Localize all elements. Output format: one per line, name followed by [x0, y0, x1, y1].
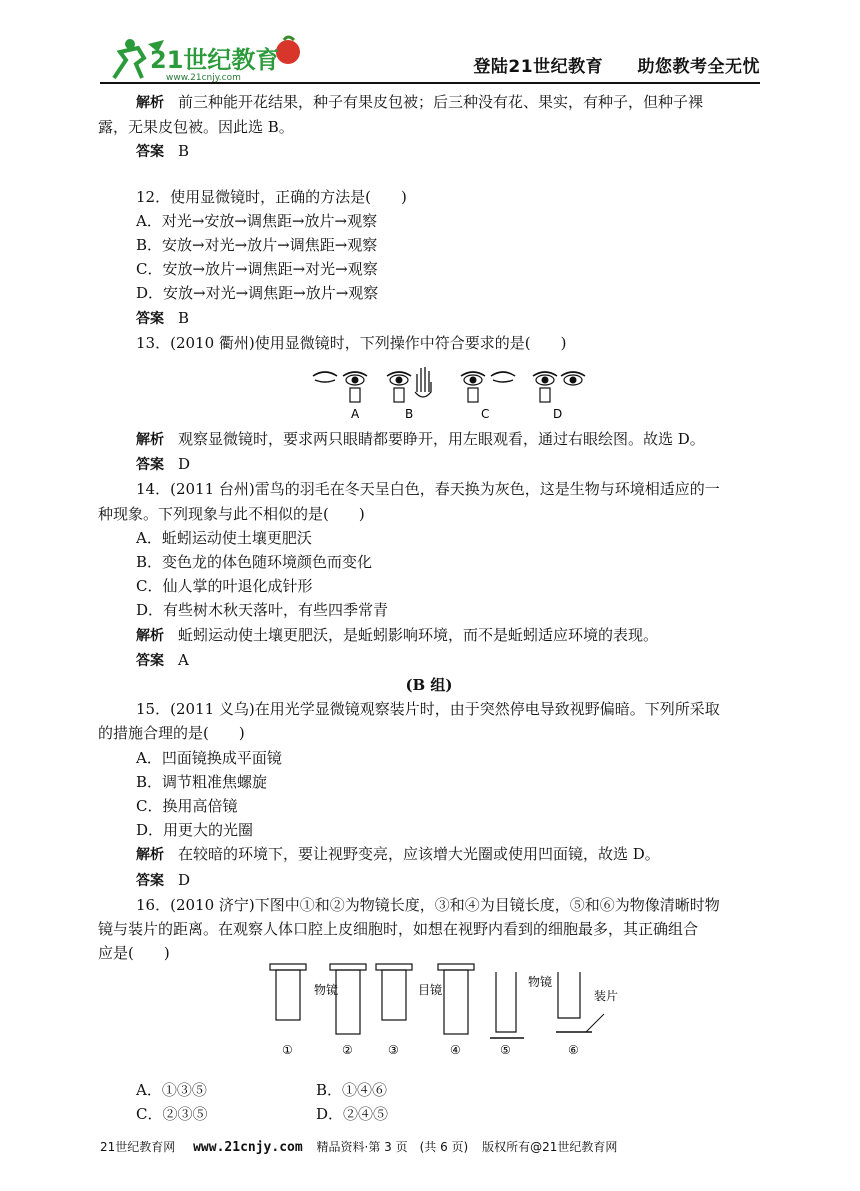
q16-option: D．②④⑤: [316, 1104, 389, 1123]
lens-2: [330, 964, 366, 1034]
lens-figure: [268, 962, 619, 1062]
logo-21cnjy: [108, 34, 308, 82]
q12-answer: 答案 B: [136, 308, 190, 327]
q15-stem-cont: 的措施合理的是( ): [98, 724, 245, 743]
fig-label-b: B: [405, 407, 414, 421]
figure-a: [313, 372, 367, 402]
q11-answer: 答案 B: [136, 142, 190, 161]
q16-option: A．①③⑤: [136, 1080, 207, 1099]
page-footer: [100, 1138, 760, 1155]
footer-url[interactable]: www.21cnjy.com: [193, 1140, 303, 1155]
q15-option: D．用更大的光圈: [136, 821, 254, 840]
q16-stem-cont: 应是( ): [98, 944, 170, 963]
q15-analysis: 解析 在较暗的环境下，要让视野变亮，应该增大光圈或使用凹面镜，故选 D。: [136, 845, 660, 864]
group-b-heading: (B 组): [405, 676, 453, 695]
q15-option: A．凹面镜换成平面镜: [136, 748, 282, 767]
q12-option: B．安放→对光→放片→调焦距→观察: [136, 236, 378, 255]
q13-analysis: 解析 观察显微镜时，要求两只眼睛都要睁开，用左眼观看，通过右眼绘图。故选 D。: [136, 430, 705, 449]
distance-5: [490, 972, 524, 1038]
q12-option: A．对光→安放→调焦距→放片→观察: [136, 211, 378, 230]
footer-copyright: 版权所有@21世纪教育网: [482, 1140, 618, 1154]
lens-3: [376, 964, 412, 1020]
q11-analysis-line: 解析 前三种能开花结果，种子有果皮包被；后三种没有花、果实，有种子，但种子裸: [136, 93, 704, 111]
q15-stem: 15．(2011 义乌)在用光学显微镜观察装片时，由于突然停电导致视野偏暗。下列所采取: [136, 700, 720, 719]
fig-num-4: ④: [450, 1043, 461, 1057]
q14-stem: 14．(2011 台州)雷鸟的羽毛在冬天呈白色，春天换为灰色，这是生物与环境相适应的一: [136, 480, 720, 499]
q15-answer: 答案 D: [136, 870, 191, 889]
figure-d: [533, 372, 585, 402]
fig-label-c: C: [481, 407, 490, 421]
q15-option: C．换用高倍镜: [136, 797, 238, 816]
analysis-label: 解析: [136, 95, 164, 111]
header-rule: [100, 82, 760, 84]
lens-1: [270, 964, 306, 1020]
q11-analysis-cont: 露，无果皮包被。因此选 B。: [98, 118, 294, 137]
q16-option: C．②③⑤: [136, 1104, 208, 1123]
logo-url: www.21cnjy.com: [166, 73, 241, 83]
fig-text-objective-2: 物镜: [528, 975, 553, 989]
logo-text: 21世纪教育: [150, 46, 280, 74]
lens-4: [438, 964, 474, 1034]
q12-option: C．安放→放片→调焦距→对光→观察: [136, 260, 378, 279]
q13-stem: 13．(2010 衢州)使用显微镜时，下列操作中符合要求的是( ): [136, 333, 567, 352]
slogan-left: 登陆21世纪教育: [473, 57, 604, 77]
slogan-right: 助您教考全无忧: [637, 57, 760, 77]
fig-num-2: ②: [342, 1043, 353, 1057]
fig-num-1: ①: [282, 1043, 293, 1057]
fig-text-slide: 装片: [594, 989, 619, 1003]
q14-analysis: 解析 蚯蚓运动使土壤更肥沃，是蚯蚓影响环境，而不是蚯蚓适应环境的表现。: [136, 625, 659, 644]
q16-options-row: [136, 1102, 760, 1126]
q12-stem: 12．使用显微镜时，正确的方法是( ): [136, 187, 407, 206]
q16-options-row: [136, 1078, 760, 1102]
q16-stem: 16．(2010 济宁)下图中①和②为物镜长度，③和④为目镜长度，⑤和⑥为物像清晰时物: [136, 895, 720, 914]
q14-option: B．变色龙的体色随环境颜色而变化: [136, 553, 373, 572]
q16-option: B．①④⑥: [316, 1080, 388, 1099]
fig-text-eyepiece: 目镜: [418, 983, 443, 997]
q12-option: D．安放→对光→调焦距→放片→观察: [136, 284, 379, 303]
q14-stem-cont: 种现象。下列现象与此不相似的是( ): [98, 504, 365, 523]
footer-site: 21世纪教育网: [100, 1140, 176, 1154]
q13-answer: 答案 D: [136, 455, 191, 474]
page-header: [100, 30, 760, 85]
q14-option: D．有些树木秋天落叶，有些四季常青: [136, 601, 389, 620]
fig-text-objective: 物镜: [314, 983, 339, 997]
fig-label-a: A: [351, 407, 360, 421]
q15-option: B．调节粗准焦螺旋: [136, 772, 268, 791]
fig-label-d: D: [553, 407, 563, 421]
figure-c: [461, 372, 515, 402]
q14-answer: 答案 A: [136, 650, 189, 669]
footer-page-info: 精品资料·第 3 页 (共 6 页): [316, 1140, 469, 1154]
header-slogan: [445, 52, 760, 77]
q16-stem-cont: 镜与装片的距离。在观察人体口腔上皮细胞时，如想在视野内看到的细胞最多，其正确组合: [98, 920, 699, 939]
figure-b: [387, 367, 431, 402]
fig-num-3: ③: [388, 1043, 399, 1057]
q14-option: A．蚯蚓运动使土壤更肥沃: [136, 528, 312, 547]
q14-option: C．仙人掌的叶退化成针形: [136, 577, 313, 596]
fig-num-6: ⑥: [568, 1043, 579, 1057]
fig-num-5: ⑤: [500, 1043, 511, 1057]
eyes-figure: [305, 362, 595, 422]
